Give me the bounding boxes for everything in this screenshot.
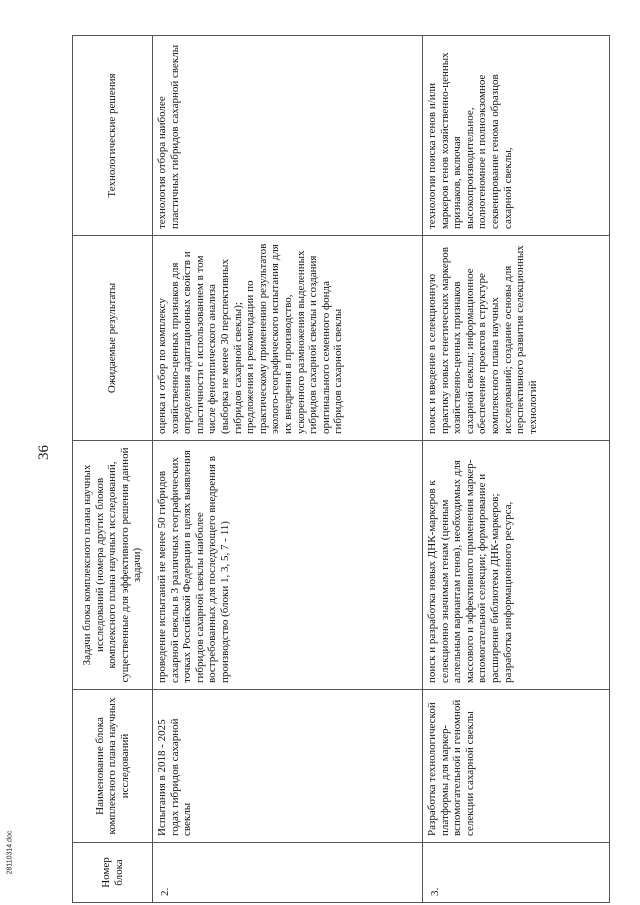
cell-block-tasks: поиск и разработка новых ДНК-маркеров к селекционно значимым генам (ценным аллельным вариантам генов), необходимых для массового и эффективного применения маркер-вспомогательной селекции; формирование и расширение библиотеки ДНК-маркеров; разработка информационного ресурса, [423, 441, 610, 690]
header-expected-results: Ожидаемые результаты [73, 236, 153, 441]
header-block-number: Номер блока [73, 843, 153, 903]
table-row [153, 36, 423, 903]
page-number: 36 [36, 445, 52, 460]
cell-block-number: 3. [423, 843, 610, 903]
rotated-table-wrapper [72, 36, 609, 903]
cell-block-name: Испытания в 2018 - 2025 годах гибридов сахарной свеклы [153, 690, 423, 843]
cell-block-tasks: проведение испытаний не менее 50 гибридов сахарной свеклы в 3 различных географических точках Российской Федерации в целях выявления гибридов сахарной свеклы наиболее востребованных для последующего внедрения в производство (блоки 1, 3, 5, 7 - 11) [153, 441, 423, 690]
table-row [423, 36, 610, 903]
cell-block-name: Разработка технологической платформы для маркер-вспомогательной и геномной селекции сахарной свеклы [423, 690, 610, 843]
cell-expected-results: поиск и введение в селекционную практику новых генетических маркеров хозяйственно-ценных признаков сахарной свеклы; информационное обеспечение проектов в структуре комплексного плана научных исследований; создание основы для перспективного развития селекционных технологий [423, 236, 610, 441]
cell-block-number: 2. [153, 843, 423, 903]
header-tech-solutions: Технологические решения [73, 36, 153, 236]
cell-expected-results: оценка и отбор по комплексу хозяйственно-ценных признаков для определения адаптационных свойств и пластичности с использованием в том числе фенотипического анализа (выборка не менее 30 перспективных гибридов сахарной свеклы); предложения и рекомендации по практическому применению результатов эколого-географического испытания для их внедрения в производство, ускоренного размножения выделенных гибридов сахарной свеклы и создания оригинального семенного фонда гибридов сахарной свеклы [153, 236, 423, 441]
cell-tech-solutions: технологии поиска генов и/или маркеров генов хозяйственно-ценных признаков, включая высокопроизводительное, полногеномное и полноэкзомное секвенирование генома образцов сахарной свеклы, [423, 36, 610, 236]
header-block-name: Наименование блока комплексного плана научных исследований [73, 690, 153, 843]
research-plan-table [72, 35, 610, 903]
cell-tech-solutions: технология отбора наиболее пластичных гибридов сахарной свеклы [153, 36, 423, 236]
document-code: 28110314.doc [6, 830, 14, 875]
header-block-tasks: Задачи блока комплексного плана научных исследований (номера других блоков комплексного плана научных исследований, существенные для эффективного решения данной задачи) [73, 441, 153, 690]
table-header-row [73, 36, 153, 903]
